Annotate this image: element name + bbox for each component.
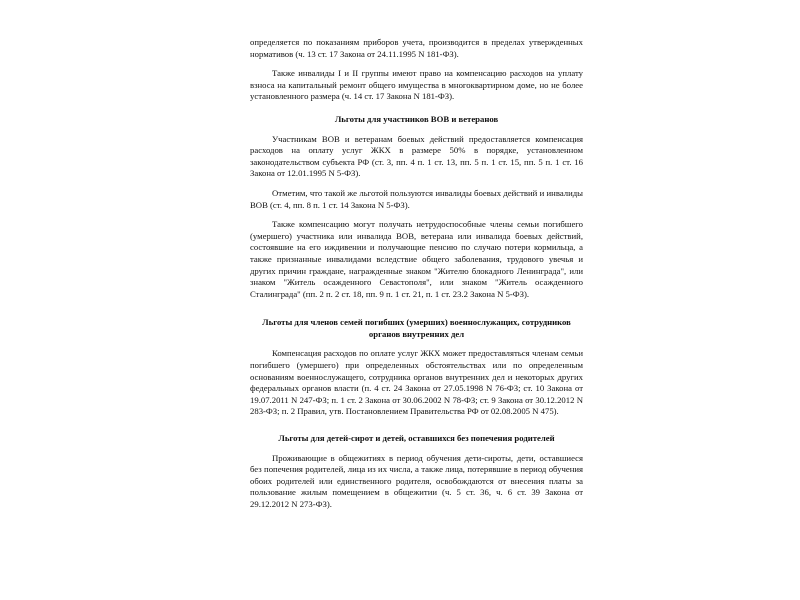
heading-military-families: Льготы для членов семей погибших (умерших) военнослужащих, сотрудников органов внутренних дел <box>262 317 571 339</box>
paragraph-intro: определяется по показаниям приборов учета, производится в пределах утвержденных нормативов (ч. 13 ст. 17 Закона от 24.11.1995 N 181-ФЗ). <box>250 37 583 59</box>
paragraph-orphans: Проживающие в общежитиях в период обучения дети-сироты, дети, оставшиеся без попечения родителей, лица из их числа, а также лица, потерявшие в период обучения обоих родителей или единственного родителя, освобождаются от внесения платы за пользование жилым помещением в общежитии (ч. 5 ст. 36, ч. 6 ст. 39 Закона от 29.12.2012 N 273-ФЗ). <box>250 452 583 509</box>
heading-veterans: Льготы для участников ВОВ и ветеранов <box>334 113 499 124</box>
document-page <box>250 37 583 511</box>
paragraph-veterans-family: Также компенсацию могут получать нетрудоспособные члены семьи погибшего (умершего) участника или инвалида ВОВ, ветерана или инвалида боевых действий, состоявшие на его иждивении и получающие пенсию по случаю потери кормильца, а также признанные инвалидами вследствие общего заболевания, трудового увечья и других причин граждане, награжденные знаком "Жителю блокадного Ленинграда", или знаком "Житель осажденного Севастополя", или знаком "Житель осажденного Сталинграда" (пп. 2 п. 2 ст. 18, пп. 9 п. 1 ст. 21, п. 1 ст. 23.2 Закона N 5-ФЗ). <box>250 219 583 299</box>
paragraph-disabled-capital-repair: Также инвалиды I и II группы имеют право на компенсацию расходов на уплату взноса на капитальный ремонт общего имущества в многоквартирном доме, но не более установленного размера (ч. 14 ст. 17 Закона N 181-ФЗ). <box>250 68 583 102</box>
heading-orphans: Льготы для детей-сирот и детей, оставшихся без попечения родителей <box>278 433 555 444</box>
paragraph-military-families: Компенсация расходов по оплате услуг ЖКХ может предоставляться членам семьи погибшего (умершего) при определенных обстоятельствах или по определенным основаниям военнослужащего, сотрудника органов внутренних дел и некоторых других федеральных органов власти (п. 4 ст. 24 Закона от 27.05.1998 N 76-ФЗ; ст. 10 Закона от 19.07.2011 N 247-ФЗ; п. 1 ст. 2 Закона от 30.06.2002 N 78-ФЗ; ст. 9 Закона от 30.12.2012 N 283-ФЗ; п. 2 Правил, утв. Постановлением Правительства РФ от 02.08.2005 N 475). <box>250 348 583 417</box>
paragraph-veterans-disabled: Отметим, что такой же льготой пользуются инвалиды боевых действий и инвалиды ВОВ (ст. 4, пп. 8 п. 1 ст. 14 Закона N 5-ФЗ). <box>250 187 583 210</box>
paragraph-veterans-compensation: Участникам ВОВ и ветеранам боевых действий предоставляется компенсация расходов на оплату услуг ЖКХ в размере 50% в порядке, установленном законодательством субъекта РФ (ст. 3, пп. 4 п. 1 ст. 13, пп. 5 п. 1 ст. 15, пп. 5 п. 1 ст. 16 Закона от 12.01.1995 N 5-ФЗ). <box>250 133 583 179</box>
